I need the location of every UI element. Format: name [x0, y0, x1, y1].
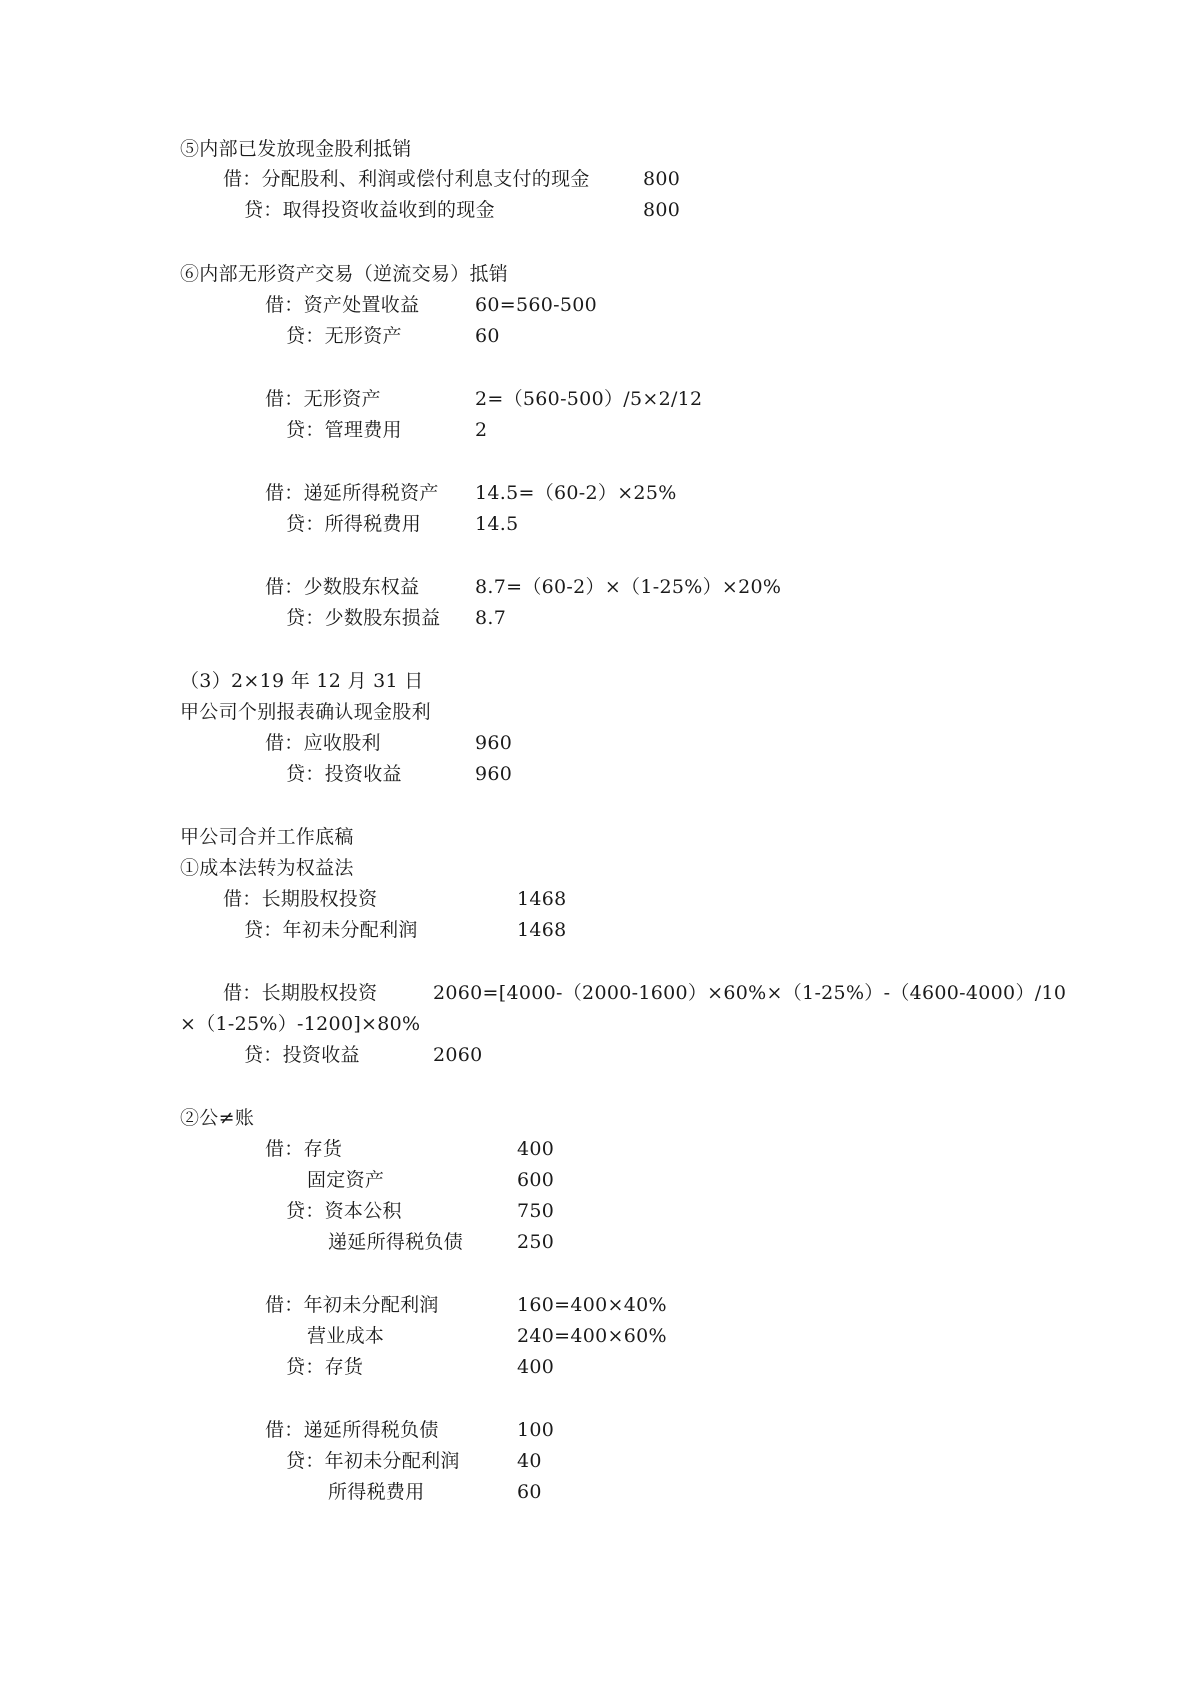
credit-amount: 2060: [433, 1044, 483, 1066]
debit-account: 固定资产: [307, 1169, 385, 1191]
debit-amount: 240=400×60%: [517, 1325, 667, 1347]
credit-account: 贷：年初未分配利润: [286, 1450, 460, 1472]
credit-account: 贷：存货: [286, 1356, 364, 1378]
debit-amount: 2=（560-500）/5×2/12: [475, 388, 703, 410]
debit-account: 借：应收股利: [265, 732, 381, 754]
debit-amount: 800: [643, 168, 681, 190]
debit-account: 借：少数股东权益: [265, 576, 420, 598]
consolidation-heading: 甲公司合并工作底稿: [180, 826, 354, 848]
debit-account: 借：递延所得税负债: [265, 1419, 439, 1441]
credit-amount: 14.5: [475, 513, 519, 535]
credit-amount: 960: [475, 763, 513, 785]
credit-amount: 800: [643, 199, 681, 221]
debit-account: 借：年初未分配利润: [265, 1294, 439, 1316]
credit-amount: 400: [517, 1356, 555, 1378]
debit-account: 营业成本: [307, 1325, 385, 1347]
debit-amount: 14.5=（60-2）×25%: [475, 482, 677, 504]
credit-account: 贷：管理费用: [286, 419, 402, 441]
debit-account: 借：存货: [265, 1138, 343, 1160]
debit-amount: 160=400×40%: [517, 1294, 667, 1316]
credit-account: 贷：所得税费用: [286, 513, 422, 535]
debit-account: 借：长期股权投资: [223, 888, 378, 910]
section-5-heading: ⑤内部已发放现金股利抵销: [180, 138, 412, 160]
debit-amount: 600: [517, 1169, 555, 1191]
credit-account: 贷：年初未分配利润: [244, 919, 418, 941]
credit-account: 所得税费用: [328, 1481, 425, 1503]
section-6-heading: ⑥内部无形资产交易（逆流交易）抵销: [180, 263, 509, 285]
credit-amount: 750: [517, 1200, 555, 1222]
credit-amount: 1468: [517, 919, 567, 941]
subsection-1-heading: ①成本法转为权益法: [180, 857, 354, 879]
credit-amount: 250: [517, 1231, 555, 1253]
credit-account: 递延所得税负债: [328, 1231, 464, 1253]
debit-amount: 400: [517, 1138, 555, 1160]
debit-amount-continuation: ×（1-25%）-1200]×80%: [180, 1013, 421, 1035]
credit-account: 贷：投资收益: [244, 1044, 360, 1066]
debit-account: 借：资产处置收益: [265, 294, 420, 316]
debit-amount: 100: [517, 1419, 555, 1441]
debit-account: 借：长期股权投资: [223, 982, 378, 1004]
debit-amount: 8.7=（60-2）×（1-25%）×20%: [475, 576, 782, 598]
subsection-2-heading: ②公≠账: [180, 1107, 255, 1129]
debit-amount: 60=560-500: [475, 294, 598, 316]
credit-account: 贷：投资收益: [286, 763, 402, 785]
debit-amount: 2060=[4000-（2000-1600）×60%×（1-25%）-（4600-4000）/10: [433, 982, 1067, 1004]
credit-amount: 2: [475, 419, 488, 441]
credit-account: 贷：无形资产: [286, 325, 402, 347]
debit-account: 借：无形资产: [265, 388, 381, 410]
credit-account: 贷：资本公积: [286, 1200, 402, 1222]
debit-account: 借：递延所得税资产: [265, 482, 439, 504]
credit-amount: 40: [517, 1450, 542, 1472]
debit-amount: 1468: [517, 888, 567, 910]
individual-statement-heading: 甲公司个别报表确认现金股利: [180, 701, 431, 723]
section-3-heading: （3）2×19 年 12 月 31 日: [180, 670, 424, 692]
credit-amount: 60: [475, 325, 500, 347]
credit-amount: 60: [517, 1481, 542, 1503]
debit-account: 借：分配股利、利润或偿付利息支付的现金: [223, 168, 590, 190]
credit-account: 贷：少数股东损益: [286, 607, 441, 629]
debit-amount: 960: [475, 732, 513, 754]
credit-account: 贷：取得投资收益收到的现金: [244, 199, 495, 221]
credit-amount: 8.7: [475, 607, 507, 629]
